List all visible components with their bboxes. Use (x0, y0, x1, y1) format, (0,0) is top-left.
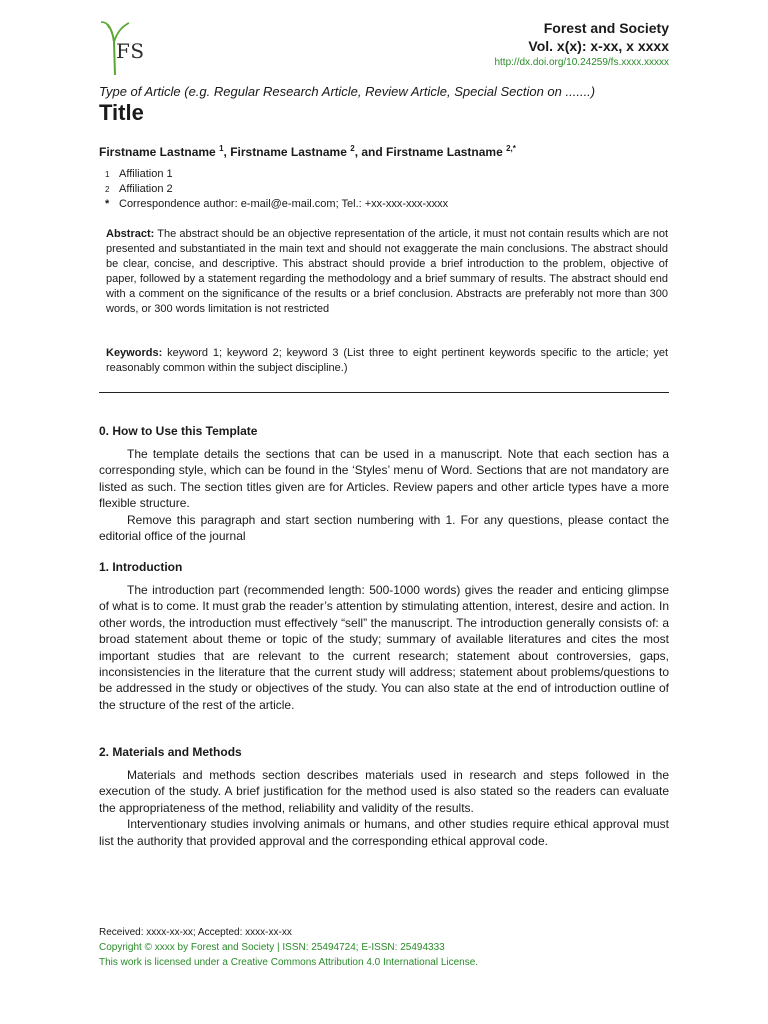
author-separator: , and (354, 145, 387, 159)
section-body (99, 446, 669, 544)
section-heading: 2. Materials and Methods (99, 745, 242, 759)
affiliation-text: Affiliation 2 (119, 183, 173, 195)
section-body (99, 767, 669, 849)
received-dates: Received: xxxx-xx-xx; Accepted: xxxx-xx-xx (99, 927, 292, 938)
journal-name: Forest and Society (543, 20, 669, 36)
affiliation-mark: 1 (105, 170, 110, 179)
author-list (99, 144, 516, 159)
affiliation-list (105, 167, 448, 212)
journal-volume: Vol. x(x): x-xx, x xxxx (528, 38, 669, 54)
affiliation-mark: * (105, 198, 110, 210)
author-name: Firstname Lastname (99, 145, 216, 159)
section-body (99, 582, 669, 713)
author-affiliation-mark: 2 (350, 144, 355, 153)
abstract (106, 227, 668, 317)
section-divider (99, 392, 669, 393)
author-affiliation-mark: 1 (219, 144, 224, 153)
license-notice[interactable]: This work is licensed under a Creative Commons Attribution 4.0 International License. (99, 957, 479, 968)
affiliation-text: Affiliation 1 (119, 168, 173, 180)
keywords-label: Keywords: (106, 347, 163, 359)
section-heading: 1. Introduction (99, 560, 183, 574)
logo-text: FS (116, 39, 145, 63)
paragraph: The template details the sections that can be used in a manuscript. Note that each section has a corresponding style, which can be found in the ‘Styles’ menu of Word. Sections that are not mandatory are listed as such. The section titles given are for Articles. Review papers and other article types have a more flexible structure. (99, 447, 669, 511)
affiliation-mark: 2 (105, 185, 110, 194)
copyright-notice: Copyright © xxxx by Forest and Society | ISSN: 25494724; E-ISSN: 25494333 (99, 942, 445, 953)
article-title: Title (99, 100, 144, 125)
correspondence-text: Correspondence author: e-mail@e-mail.com; Tel.: +xx-xxx-xxx-xxxx (119, 198, 449, 210)
affiliation-item (105, 167, 448, 182)
doi-link[interactable]: http://dx.doi.org/10.24259/fs.xxxx.xxxxx (494, 57, 669, 68)
journal-header (494, 19, 669, 70)
keywords-text: keyword 1; keyword 2; keyword 3 (List three to eight pertinent keywords specific to the article; yet reasonably common within the subject discipline.) (106, 347, 668, 374)
abstract-label: Abstract: (106, 228, 155, 240)
paragraph: Materials and methods section describes materials used in research and steps followed in the execution of the study. A brief justification for the method used is also stated so the readers can evaluate the appropriateness of the method, reliability and validity of the results. (99, 768, 669, 815)
paragraph: Interventionary studies involving animals or humans, and other studies require ethical approval must list the authority that provided approval and the corresponding ethical approval code. (99, 817, 669, 848)
paragraph: The introduction part (recommended length: 500-1000 words) gives the reader and enticing glimpse of what is to come. It must grab the reader’s attention by stimulating attention, interest, desire and action. In other words, the introduction must effectively “sell” the manuscript. The introduction generally consists of: a broad statement about theme or topic of the study; summary of available literatures and cites the most important studies that are relevant to the current research; statement about controversies, gaps, inconsistencies in the literature that the current study will address; statement about problems/questions to be addressed in the study or objectives of the study. You can also state at the end of introduction outline of the structure of the rest of the article. (99, 583, 669, 712)
author-affiliation-mark: 2,* (506, 144, 516, 153)
keywords (106, 346, 668, 376)
article-type: Type of Article (e.g. Regular Research Article, Review Article, Special Section on .......) (99, 84, 596, 99)
journal-logo (99, 20, 159, 78)
author-separator: , (223, 145, 231, 159)
section-heading: 0. How to Use this Template (99, 424, 258, 438)
author-name: Firstname Lastname (386, 145, 503, 159)
affiliation-item (105, 182, 448, 197)
abstract-text: The abstract should be an objective representation of the article, it must not contain results which are not presented and substantiated in the main text and should not exaggerate the main conclusions. The abstract should be clear, concise, and descriptive. This abstract should provide a brief introduction to the problem, objective of paper, followed by a statement regarding the methodology and a brief summary of results. The abstract should end with a comment on the significance of the results or a brief conclusion. Abstracts are preferably not more than 300 words, or 300 words limitation is not restricted (106, 228, 669, 315)
paragraph: Remove this paragraph and start section numbering with 1. For any questions, please contact the editorial office of the journal (99, 512, 669, 544)
author-name: Firstname Lastname (230, 145, 347, 159)
affiliation-item (105, 197, 448, 212)
page-footer (99, 925, 478, 970)
